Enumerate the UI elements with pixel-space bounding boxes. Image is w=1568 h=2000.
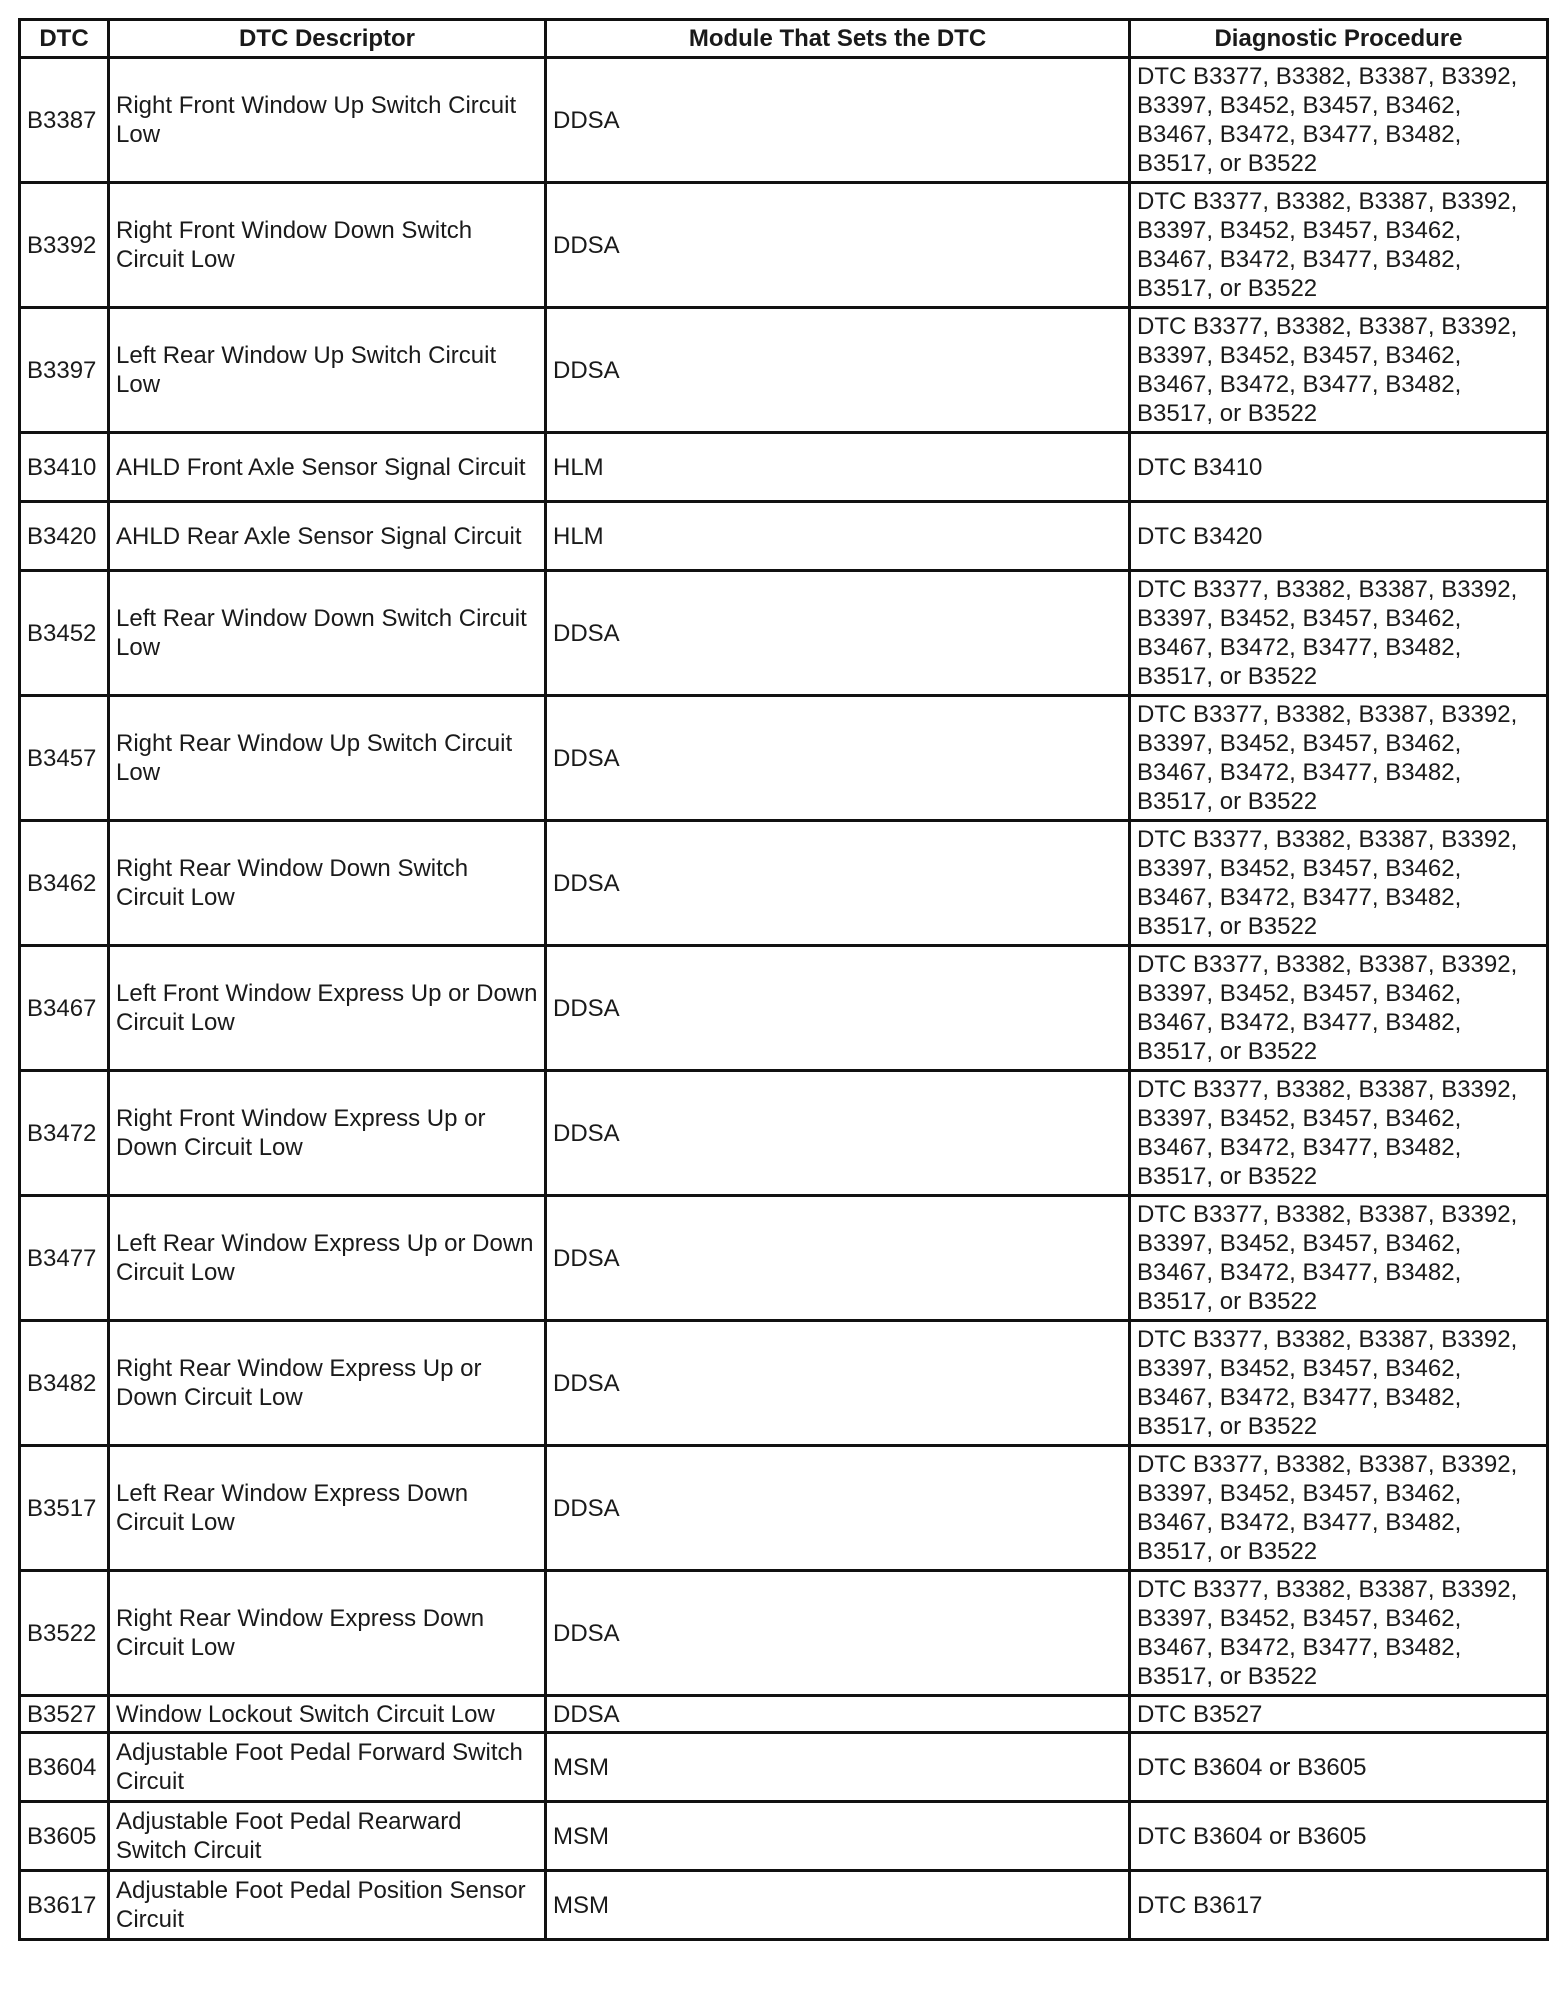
header-module: Module That Sets the DTC	[546, 20, 1130, 58]
dtc-descriptor: Right Front Window Up Switch Circuit Low	[109, 58, 546, 183]
module: MSM	[546, 1802, 1130, 1871]
table-row	[20, 183, 1548, 308]
module: DDSA	[546, 1196, 1130, 1321]
table-row	[20, 946, 1548, 1071]
header-dtc: DTC	[20, 20, 109, 58]
module: DDSA	[546, 696, 1130, 821]
dtc-code: B3392	[20, 183, 109, 308]
diagnostic-procedure: DTC B3604 or B3605	[1130, 1733, 1548, 1802]
dtc-code: B3387	[20, 58, 109, 183]
module: DDSA	[546, 1321, 1130, 1446]
table-row	[20, 1196, 1548, 1321]
dtc-code: B3477	[20, 1196, 109, 1321]
diagnostic-procedure: DTC B3420	[1130, 502, 1548, 571]
dtc-descriptor: AHLD Front Axle Sensor Signal Circuit	[109, 433, 546, 502]
diagnostic-procedure: DTC B3377, B3382, B3387, B3392, B3397, B3452, B3457, B3462, B3467, B3472, B3477, B3482, B3517, or B3522	[1130, 1321, 1548, 1446]
table-row	[20, 571, 1548, 696]
dtc-code: B3467	[20, 946, 109, 1071]
dtc-code: B3482	[20, 1321, 109, 1446]
diagnostic-procedure: DTC B3377, B3382, B3387, B3392, B3397, B3452, B3457, B3462, B3467, B3472, B3477, B3482, B3517, or B3522	[1130, 571, 1548, 696]
diagnostic-procedure: DTC B3410	[1130, 433, 1548, 502]
table-row	[20, 1321, 1548, 1446]
header-dtc-descriptor: DTC Descriptor	[109, 20, 546, 58]
table-row	[20, 1571, 1548, 1696]
dtc-descriptor: Right Front Window Down Switch Circuit Low	[109, 183, 546, 308]
module: DDSA	[546, 1696, 1130, 1733]
dtc-code: B3605	[20, 1802, 109, 1871]
dtc-code: B3522	[20, 1571, 109, 1696]
table-row	[20, 433, 1548, 502]
table-row	[20, 58, 1548, 183]
dtc-descriptor: Left Front Window Express Up or Down Circuit Low	[109, 946, 546, 1071]
module: DDSA	[546, 1446, 1130, 1571]
diagnostic-procedure: DTC B3377, B3382, B3387, B3392, B3397, B3452, B3457, B3462, B3467, B3472, B3477, B3482, B3517, or B3522	[1130, 1446, 1548, 1571]
table-row	[20, 821, 1548, 946]
dtc-descriptor: Right Rear Window Express Down Circuit Low	[109, 1571, 546, 1696]
table-row	[20, 696, 1548, 821]
table-row	[20, 1733, 1548, 1802]
dtc-descriptor: Right Rear Window Express Up or Down Circuit Low	[109, 1321, 546, 1446]
dtc-code: B3410	[20, 433, 109, 502]
diagnostic-procedure: DTC B3377, B3382, B3387, B3392, B3397, B3452, B3457, B3462, B3467, B3472, B3477, B3482, B3517, or B3522	[1130, 1071, 1548, 1196]
dtc-code: B3617	[20, 1871, 109, 1940]
table-header-row	[20, 20, 1548, 58]
diagnostic-procedure: DTC B3377, B3382, B3387, B3392, B3397, B3452, B3457, B3462, B3467, B3472, B3477, B3482, B3517, or B3522	[1130, 58, 1548, 183]
dtc-code: B3462	[20, 821, 109, 946]
dtc-code: B3472	[20, 1071, 109, 1196]
dtc-descriptor: Right Front Window Express Up or Down Circuit Low	[109, 1071, 546, 1196]
diagnostic-procedure: DTC B3377, B3382, B3387, B3392, B3397, B3452, B3457, B3462, B3467, B3472, B3477, B3482, B3517, or B3522	[1130, 696, 1548, 821]
dtc-code: B3604	[20, 1733, 109, 1802]
table-row	[20, 1446, 1548, 1571]
module: HLM	[546, 502, 1130, 571]
module: DDSA	[546, 308, 1130, 433]
dtc-descriptor: Adjustable Foot Pedal Rearward Switch Circuit	[109, 1802, 546, 1871]
dtc-code: B3527	[20, 1696, 109, 1733]
dtc-code: B3517	[20, 1446, 109, 1571]
module: DDSA	[546, 946, 1130, 1071]
dtc-code: B3452	[20, 571, 109, 696]
diagnostic-procedure: DTC B3377, B3382, B3387, B3392, B3397, B3452, B3457, B3462, B3467, B3472, B3477, B3482, B3517, or B3522	[1130, 821, 1548, 946]
dtc-table	[18, 18, 1549, 1941]
module: MSM	[546, 1871, 1130, 1940]
dtc-code: B3457	[20, 696, 109, 821]
module: MSM	[546, 1733, 1130, 1802]
table-row	[20, 1871, 1548, 1940]
diagnostic-procedure: DTC B3377, B3382, B3387, B3392, B3397, B3452, B3457, B3462, B3467, B3472, B3477, B3482, B3517, or B3522	[1130, 1571, 1548, 1696]
module: DDSA	[546, 1071, 1130, 1196]
diagnostic-procedure: DTC B3377, B3382, B3387, B3392, B3397, B3452, B3457, B3462, B3467, B3472, B3477, B3482, B3517, or B3522	[1130, 1196, 1548, 1321]
dtc-descriptor: Left Rear Window Down Switch Circuit Low	[109, 571, 546, 696]
module: DDSA	[546, 821, 1130, 946]
diagnostic-procedure: DTC B3527	[1130, 1696, 1548, 1733]
document-page	[18, 18, 1546, 1941]
dtc-descriptor: Right Rear Window Down Switch Circuit Low	[109, 821, 546, 946]
table-row	[20, 1696, 1548, 1733]
header-diagnostic-procedure: Diagnostic Procedure	[1130, 20, 1548, 58]
module: HLM	[546, 433, 1130, 502]
diagnostic-procedure: DTC B3377, B3382, B3387, B3392, B3397, B3452, B3457, B3462, B3467, B3472, B3477, B3482, B3517, or B3522	[1130, 183, 1548, 308]
module: DDSA	[546, 571, 1130, 696]
diagnostic-procedure: DTC B3377, B3382, B3387, B3392, B3397, B3452, B3457, B3462, B3467, B3472, B3477, B3482, B3517, or B3522	[1130, 946, 1548, 1071]
diagnostic-procedure: DTC B3377, B3382, B3387, B3392, B3397, B3452, B3457, B3462, B3467, B3472, B3477, B3482, B3517, or B3522	[1130, 308, 1548, 433]
table-row	[20, 308, 1548, 433]
dtc-code: B3397	[20, 308, 109, 433]
table-row	[20, 1071, 1548, 1196]
dtc-code: B3420	[20, 502, 109, 571]
dtc-descriptor: Window Lockout Switch Circuit Low	[109, 1696, 546, 1733]
module: DDSA	[546, 58, 1130, 183]
dtc-descriptor: Left Rear Window Up Switch Circuit Low	[109, 308, 546, 433]
table-row	[20, 502, 1548, 571]
module: DDSA	[546, 1571, 1130, 1696]
dtc-descriptor: Adjustable Foot Pedal Forward Switch Circuit	[109, 1733, 546, 1802]
diagnostic-procedure: DTC B3604 or B3605	[1130, 1802, 1548, 1871]
table-row	[20, 1802, 1548, 1871]
dtc-descriptor: AHLD Rear Axle Sensor Signal Circuit	[109, 502, 546, 571]
diagnostic-procedure: DTC B3617	[1130, 1871, 1548, 1940]
module: DDSA	[546, 183, 1130, 308]
dtc-descriptor: Adjustable Foot Pedal Position Sensor Circuit	[109, 1871, 546, 1940]
dtc-descriptor: Left Rear Window Express Down Circuit Low	[109, 1446, 546, 1571]
dtc-descriptor: Left Rear Window Express Up or Down Circuit Low	[109, 1196, 546, 1321]
dtc-descriptor: Right Rear Window Up Switch Circuit Low	[109, 696, 546, 821]
